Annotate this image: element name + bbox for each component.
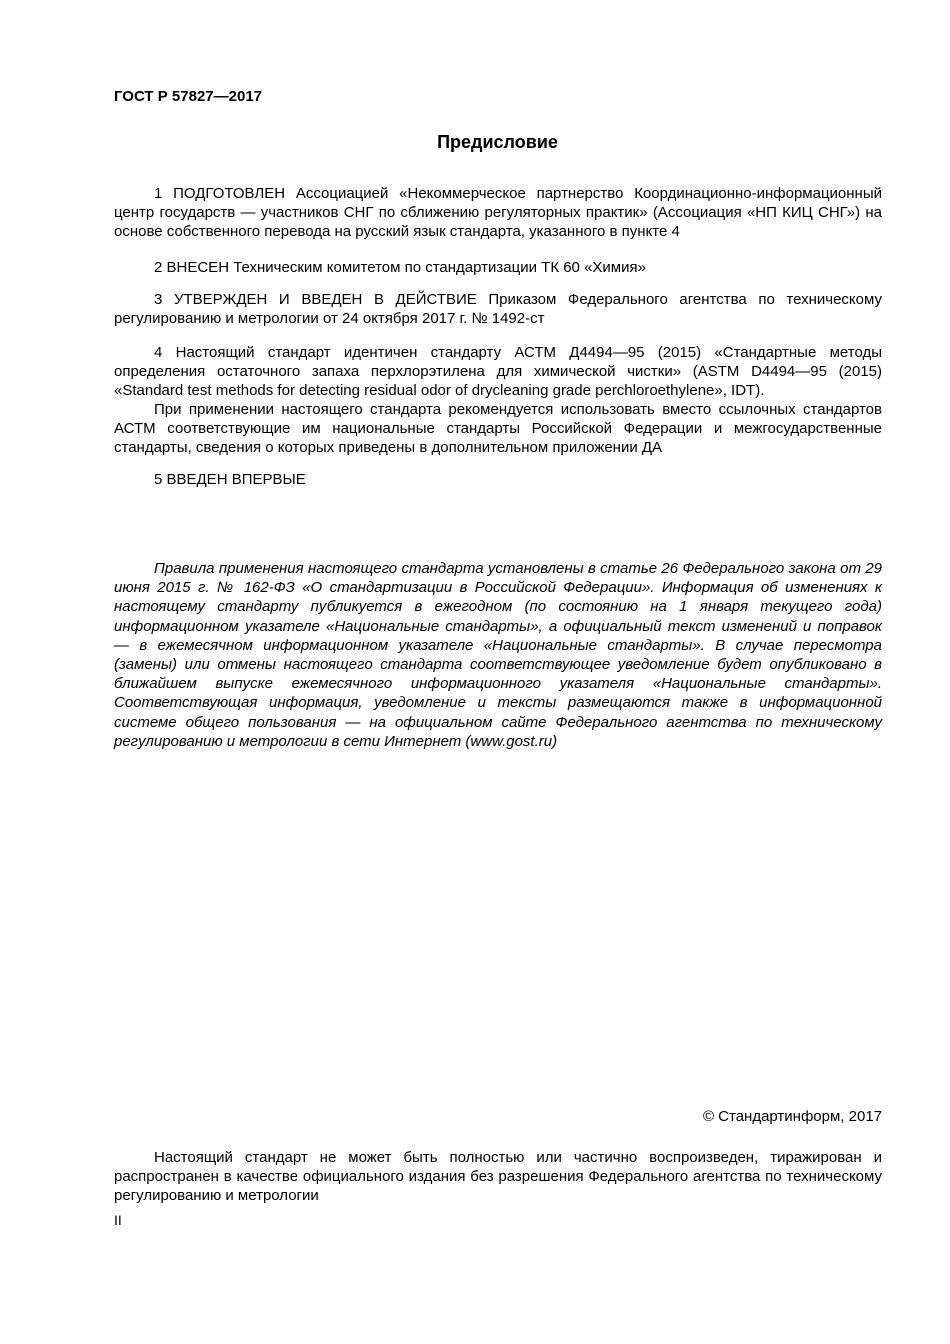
foreword-item-2 <box>114 258 882 277</box>
reproduction-rights-note <box>114 1148 882 1205</box>
reproduction-rights-note-text: Настоящий стандарт не может быть полностью или частично воспроизведен, тиражирован и распространен в качестве официального издания без разрешения Федерального агентства по техническому регулированию и метрологии <box>114 1149 882 1204</box>
application-rules-note <box>114 559 882 751</box>
copyright-line: © Стандартинформ, 2017 <box>702 1108 882 1125</box>
foreword-item-4-text: 4 Настоящий стандарт идентичен стандарту АСТМ Д4494—95 (2015) «Стандартные методы определения остаточного запаха перхлорэтилена для химической чистки» (ASTM D4494—95 (2015) «Standard test methods for detecting residual odor of drycleaning grade perchloroethylene», IDT). <box>114 344 882 399</box>
foreword-item-4-note-text: При применении настоящего стандарта рекомендуется использовать вместо ссылочных стандартов АСТМ соответствующие им национальные стандарты Российской Федерации и межгосударственные стандарты, сведения о которых приведены в дополнительном приложении ДА <box>114 401 882 456</box>
foreword-item-3 <box>114 290 882 328</box>
section-title: Предисловие <box>437 132 558 152</box>
foreword-item-1 <box>114 184 882 241</box>
foreword-item-1-text: 1 ПОДГОТОВЛЕН Ассоциацией «Некоммерческое партнерство Координационно-информационный центр государств — участников СНГ по сближению регуляторных практик» (Ассоциация «НП КИЦ СНГ») на основе собственного перевода на русский язык стандарта, указанного в пункте 4 <box>114 185 882 240</box>
page-number: II <box>114 1212 122 1228</box>
foreword-item-4-note <box>114 400 882 457</box>
application-rules-note-text: Правила применения настоящего стандарта установлены в статье 26 Федерального закона от 29 июня 2015 г. № 162-ФЗ «О стандартизации в Российской Федерации». Информация об изменениях к настоящему стандарту публикуется в ежегодном (по состоянию на 1 января текущего года) информационном указателе «Национальные стандарты», а официальный текст изменений и поправок — в ежемесячном информационном указателе «Национальные стандарты». В случае пересмотра (замены) или отмены настоящего стандарта соответствующее уведомление будет опубликовано в ближайшем выпуске ежемесячного информационного указателя «Национальные стандарты». Соответствующая информация, уведомление и тексты размещаются также в информационной системе общего пользования — на официальном сайте Федерального агентства по техническому регулированию и метрологии в сети Интернет (www.gost.ru) <box>114 560 882 750</box>
foreword-item-3-text: 3 УТВЕРЖДЕН И ВВЕДЕН В ДЕЙСТВИЕ Приказом Федерального агентства по техническому регулированию и метрологии от 24 октября 2017 г. № 1492-ст <box>114 291 882 327</box>
foreword-item-2-text: 2 ВНЕСЕН Техническим комитетом по стандартизации ТК 60 «Химия» <box>154 259 646 276</box>
foreword-item-4 <box>114 343 882 400</box>
foreword-item-5 <box>114 470 882 489</box>
document-code: ГОСТ Р 57827—2017 <box>114 88 263 105</box>
foreword-item-5-text: 5 ВВЕДЕН ВПЕРВЫЕ <box>154 471 306 488</box>
